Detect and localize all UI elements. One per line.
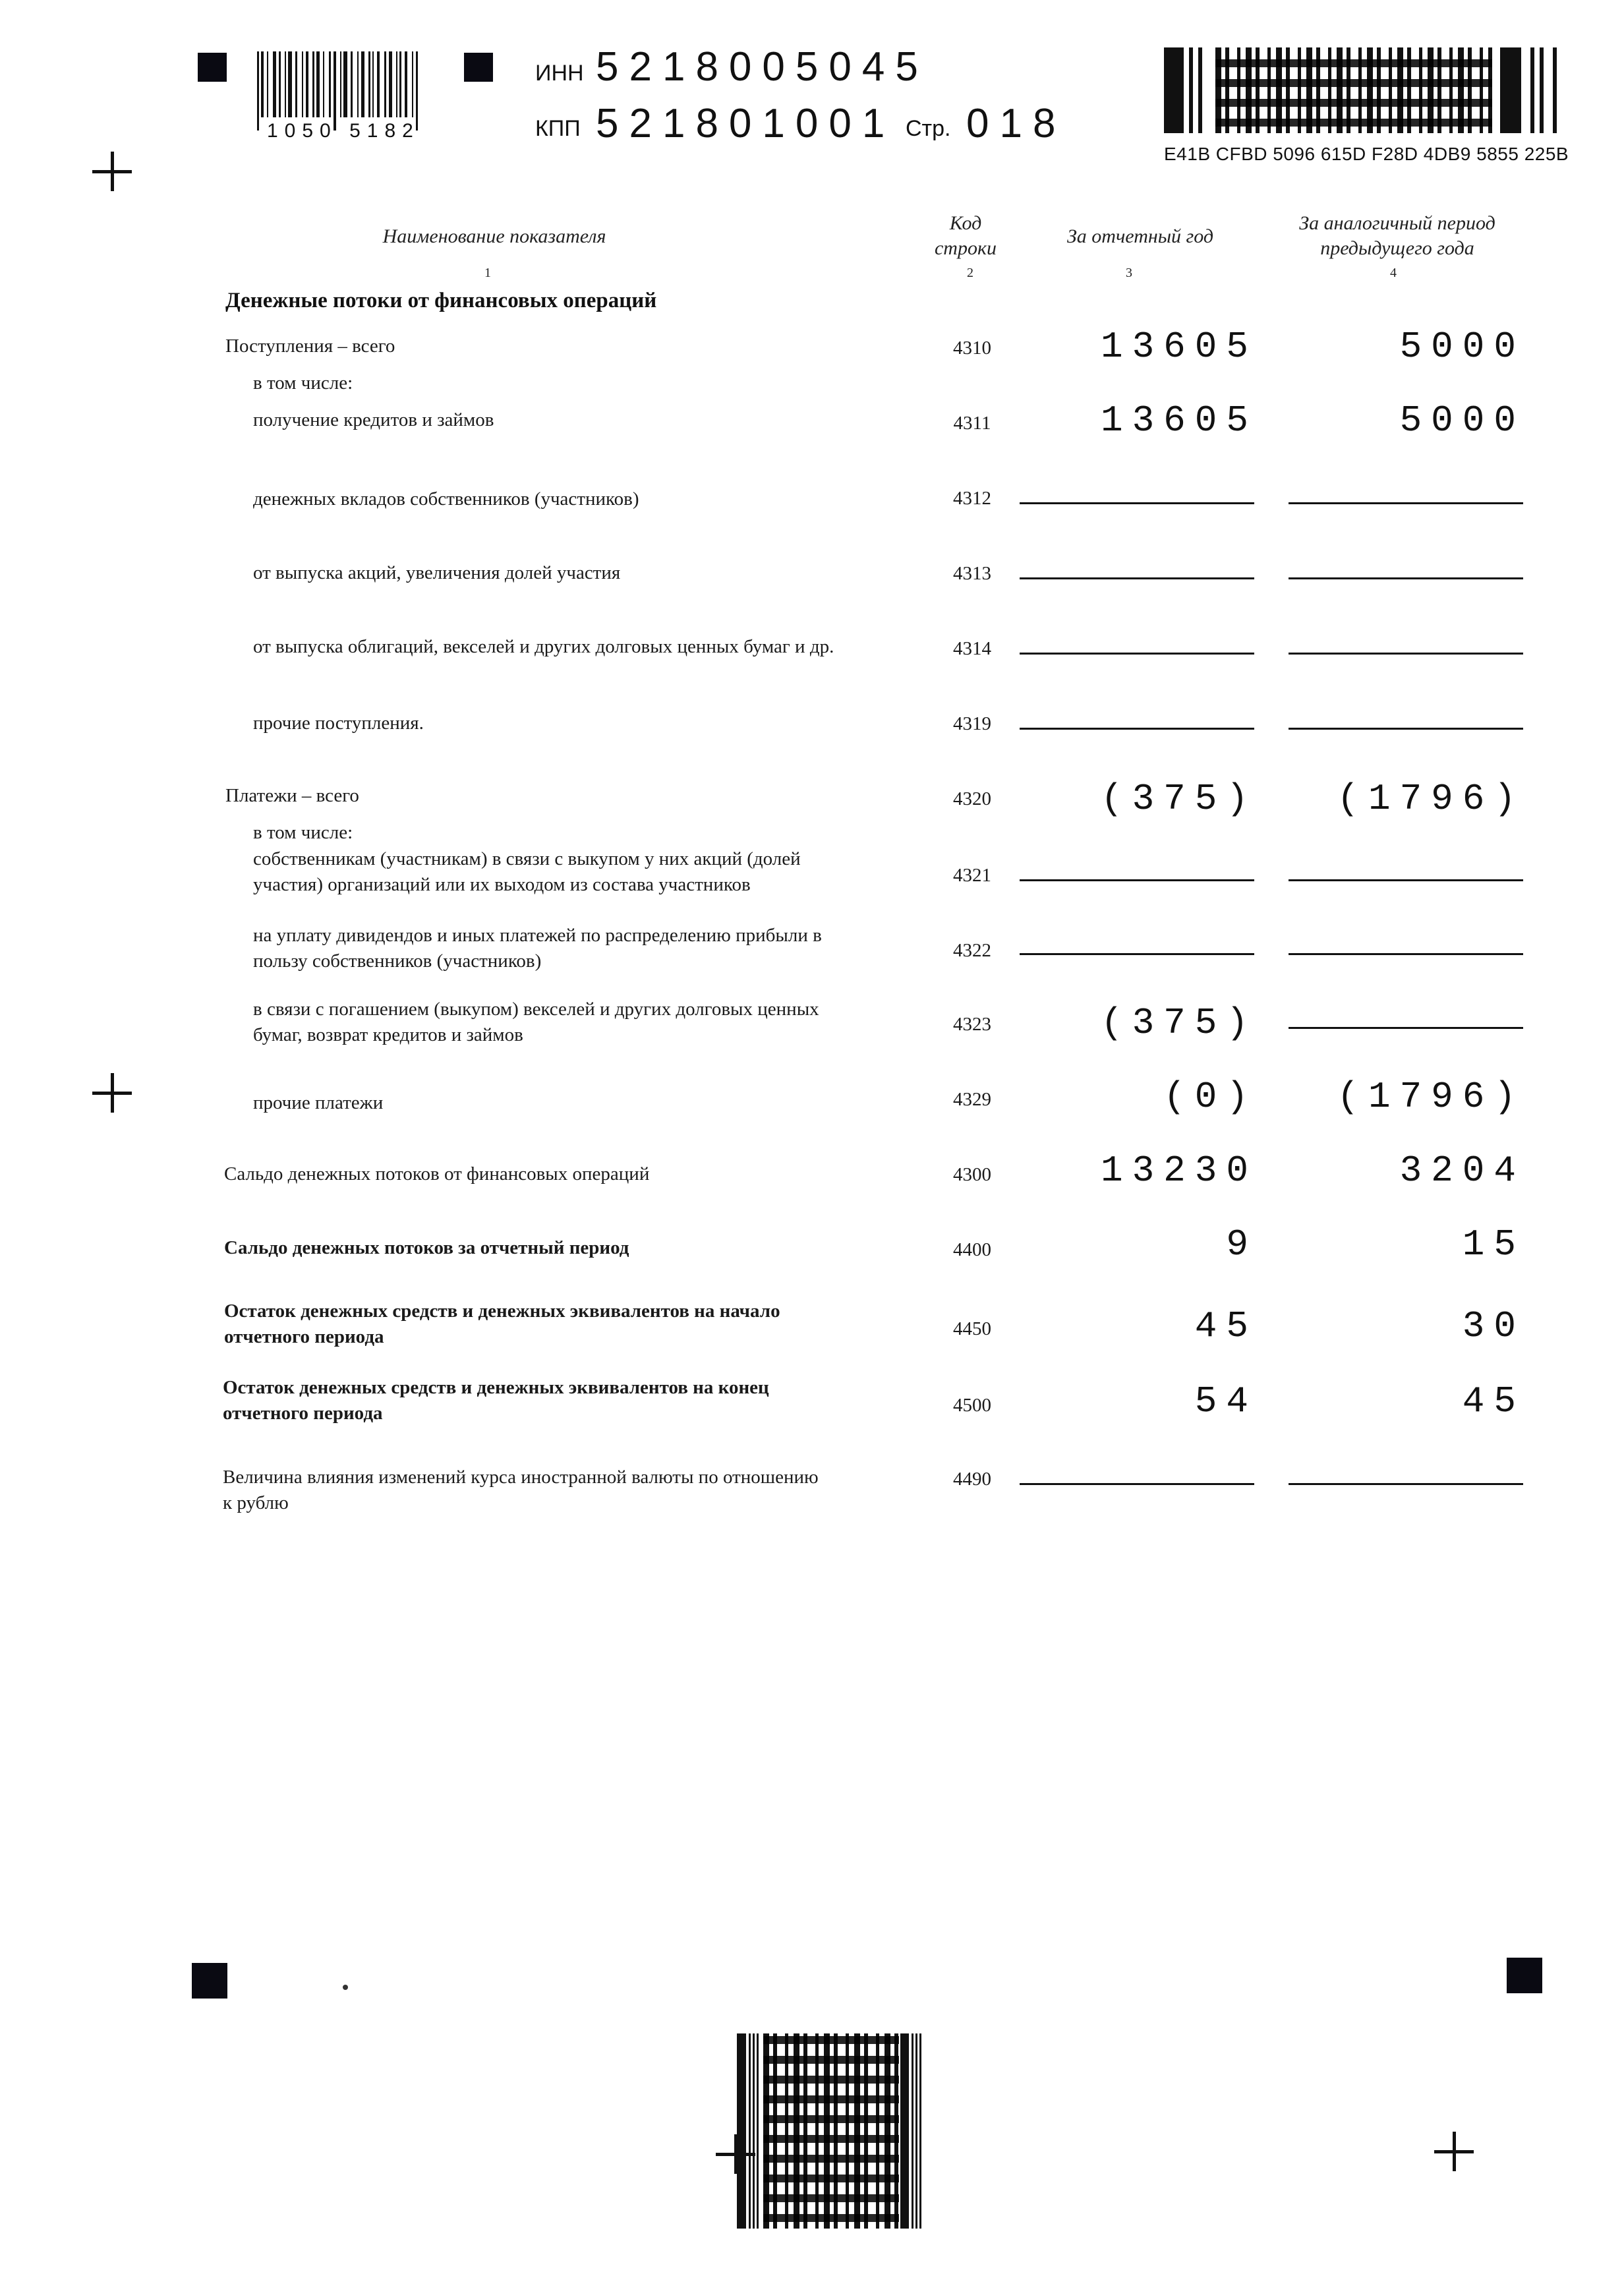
row-code-4319: 4319 — [953, 713, 991, 734]
barcode-bar — [343, 51, 347, 117]
barcode-bar — [412, 51, 413, 117]
barcode-bar — [399, 51, 401, 117]
row-label-4310: Поступления – всего — [225, 336, 395, 357]
barcode-bar — [357, 51, 359, 117]
row-code-4500: 4500 — [953, 1395, 991, 1416]
row-label-4323 — [253, 997, 819, 1048]
barcode-bar — [285, 51, 286, 117]
registration-mark-bottom-left — [192, 1963, 227, 1999]
value-previous-4300: 3204 — [1399, 1150, 1525, 1192]
barcode-bar — [389, 51, 392, 117]
row-code-4314: 4314 — [953, 638, 991, 659]
crosshair-mark-middle-left — [92, 1073, 132, 1113]
row-label-4314: от выпуска облигаций, векселей и других долговых ценных бумаг и др. — [253, 636, 834, 657]
barcode-bar — [372, 51, 374, 117]
value-current-4323: (375) — [1100, 1002, 1258, 1044]
row-label-4320: Платежи – всего — [225, 785, 359, 806]
registration-mark-bottom-right — [1507, 1958, 1542, 1993]
column-number-1: 1 — [484, 266, 491, 280]
row-code-4323: 4323 — [953, 1014, 991, 1035]
value-current-4450: 45 — [1194, 1305, 1258, 1347]
empty-previous-4322 — [1289, 953, 1523, 955]
barcode-bar — [257, 51, 259, 131]
column-header-previous-line1: За аналогичный период — [1299, 212, 1495, 234]
row-label-4322-line2: пользу собственников (участников) — [253, 950, 542, 972]
inn-value: 5218005045 — [596, 44, 929, 90]
empty-previous-4312 — [1289, 502, 1523, 504]
row-label-4313: от выпуска акций, увеличения долей участия — [253, 562, 621, 583]
barcode-bar — [351, 51, 353, 117]
empty-previous-4323 — [1289, 1027, 1523, 1029]
barcode-bar — [261, 51, 264, 117]
page-number: 018 — [966, 101, 1066, 146]
barcode-bar — [312, 51, 314, 117]
row-label-4500-line2: отчетного периода — [223, 1403, 383, 1424]
row-label-4322-line1: на уплату дивидендов и иных платежей по распределению прибыли в — [253, 925, 822, 946]
row-label-4322 — [253, 923, 822, 974]
column-number-3: 3 — [1126, 266, 1132, 280]
row-code-4321: 4321 — [953, 865, 991, 886]
column-number-4: 4 — [1390, 266, 1397, 280]
registration-mark-top-center — [464, 53, 493, 82]
value-previous-4400: 15 — [1462, 1223, 1525, 1266]
row-label-4500 — [223, 1375, 769, 1426]
empty-current-4322 — [1020, 953, 1254, 955]
column-header-indicator: Наименование показателя — [382, 225, 606, 247]
column-header-code-line2: строки — [934, 237, 997, 259]
row-label-4311: получение кредитов и займов — [253, 409, 494, 430]
row-label-4300: Сальдо денежных потоков от финансовых операций — [224, 1163, 650, 1184]
empty-current-4314 — [1020, 653, 1254, 655]
barcode-bar — [334, 51, 336, 131]
barcode-bar — [279, 51, 281, 117]
page-label: Стр. — [906, 116, 951, 141]
column-header-previous-year — [1265, 211, 1529, 261]
empty-current-4312 — [1020, 502, 1254, 504]
barcode-bar — [396, 51, 397, 117]
barcode-bar — [302, 51, 303, 117]
row-label-4490-line1: Величина влияния изменений курса иностранной валюты по отношению — [223, 1467, 819, 1488]
row-label-including: в том числе: — [253, 372, 353, 394]
kpp-label: КПП — [535, 116, 581, 141]
row-code-4329: 4329 — [953, 1089, 991, 1110]
barcode-bar — [323, 51, 324, 117]
row-label-4500-line1: Остаток денежных средств и денежных эквивалентов на конец — [223, 1377, 769, 1398]
row-code-4300: 4300 — [953, 1164, 991, 1185]
value-previous-4329: (1796) — [1337, 1076, 1525, 1118]
row-label-4490-line2: к рублю — [223, 1492, 289, 1513]
value-previous-4450: 30 — [1462, 1305, 1525, 1347]
value-previous-4310: 5000 — [1399, 326, 1525, 368]
barcode-bar — [273, 51, 276, 117]
row-code-4312: 4312 — [953, 488, 991, 509]
row-code-4490: 4490 — [953, 1469, 991, 1490]
barcode-bar — [329, 51, 331, 117]
row-code-4322: 4322 — [953, 940, 991, 961]
inn-label: ИНН — [535, 61, 584, 86]
linear-barcode — [257, 51, 422, 131]
row-label-4490 — [223, 1465, 819, 1516]
crosshair-mark-top-left — [92, 152, 132, 191]
row-label-4319: прочие поступления. — [253, 713, 424, 734]
value-current-4400: 9 — [1226, 1223, 1258, 1266]
row-label-4450-line1: Остаток денежных средств и денежных эквивалентов на начало — [224, 1300, 780, 1322]
barcode-bar — [316, 51, 320, 117]
row-label-4321-line1: собственникам (участникам) в связи с выкупом у них акций (долей — [253, 848, 801, 869]
barcode-bar — [295, 51, 297, 117]
row-code-4313: 4313 — [953, 563, 991, 584]
row-label-4321 — [253, 846, 801, 898]
barcode-bar — [377, 51, 380, 117]
barcode-bar — [405, 51, 407, 117]
row-code-4400: 4400 — [953, 1239, 991, 1260]
value-current-4320: (375) — [1100, 778, 1258, 820]
column-number-2: 2 — [967, 266, 973, 280]
barcode-bar — [384, 51, 386, 117]
barcode-bar — [267, 51, 268, 117]
empty-current-4490 — [1020, 1483, 1254, 1485]
column-header-code-line1: Код — [949, 212, 982, 234]
empty-current-4321 — [1020, 879, 1254, 881]
crosshair-mark-bottom-right — [1434, 2132, 1474, 2171]
barcode-number: 1050 5182 — [267, 120, 420, 142]
barcode-bar — [361, 51, 364, 117]
row-label-4323-line2: бумаг, возврат кредитов и займов — [253, 1024, 523, 1045]
value-previous-4320: (1796) — [1337, 778, 1525, 820]
empty-current-4319 — [1020, 728, 1254, 730]
barcode-bar — [340, 51, 341, 117]
document-hash-code: E41B CFBD 5096 615D F28D 4DB9 5855 225B — [1164, 144, 1569, 164]
value-current-4500: 54 — [1194, 1380, 1258, 1422]
empty-previous-4313 — [1289, 577, 1523, 579]
row-code-4450: 4450 — [953, 1318, 991, 1339]
row-label-4321-line2: участия) организаций или их выходом из состава участников — [253, 874, 751, 895]
kpp-value: 521801001 — [596, 101, 896, 146]
barcode-bar — [368, 51, 370, 117]
row-label-4450-line2: отчетного периода — [224, 1326, 384, 1347]
section-title: Денежные потоки от финансовых операций — [225, 289, 657, 312]
row-code-4320: 4320 — [953, 788, 991, 809]
barcode-bar — [416, 51, 418, 131]
empty-current-4313 — [1020, 577, 1254, 579]
value-current-4311: 13605 — [1100, 399, 1258, 442]
scan-dot — [343, 1985, 348, 1990]
column-header-current-year: За отчетный год — [1066, 225, 1214, 247]
row-label-4323-line1: в связи с погашением (выкупом) векселей и других долговых ценных — [253, 999, 819, 1020]
row-label-4400: Сальдо денежных потоков за отчетный период — [224, 1237, 629, 1258]
value-current-4329: (0) — [1163, 1076, 1258, 1118]
barcode-bar — [288, 51, 292, 117]
column-header-code — [923, 211, 1008, 261]
row-code-4311: 4311 — [953, 413, 991, 434]
barcode-bar — [306, 51, 308, 117]
pdf417-barcode-top — [1164, 47, 1569, 133]
value-current-4300: 13230 — [1100, 1150, 1258, 1192]
row-label-4312: денежных вкладов собственников (участников) — [253, 488, 639, 510]
value-previous-4500: 45 — [1462, 1380, 1525, 1422]
empty-previous-4321 — [1289, 879, 1523, 881]
pdf417-barcode-bottom — [737, 2033, 921, 2229]
column-header-previous-line2: предыдущего года — [1320, 237, 1474, 259]
row-code-4310: 4310 — [953, 337, 991, 359]
empty-previous-4319 — [1289, 728, 1523, 730]
value-current-4310: 13605 — [1100, 326, 1258, 368]
empty-previous-4490 — [1289, 1483, 1523, 1485]
empty-previous-4314 — [1289, 653, 1523, 655]
row-label-including-payments: в том числе: — [253, 822, 353, 843]
row-label-4450 — [224, 1299, 780, 1350]
value-previous-4311: 5000 — [1399, 399, 1525, 442]
registration-mark-top-left — [198, 53, 227, 82]
row-label-4329: прочие платежи — [253, 1092, 384, 1113]
